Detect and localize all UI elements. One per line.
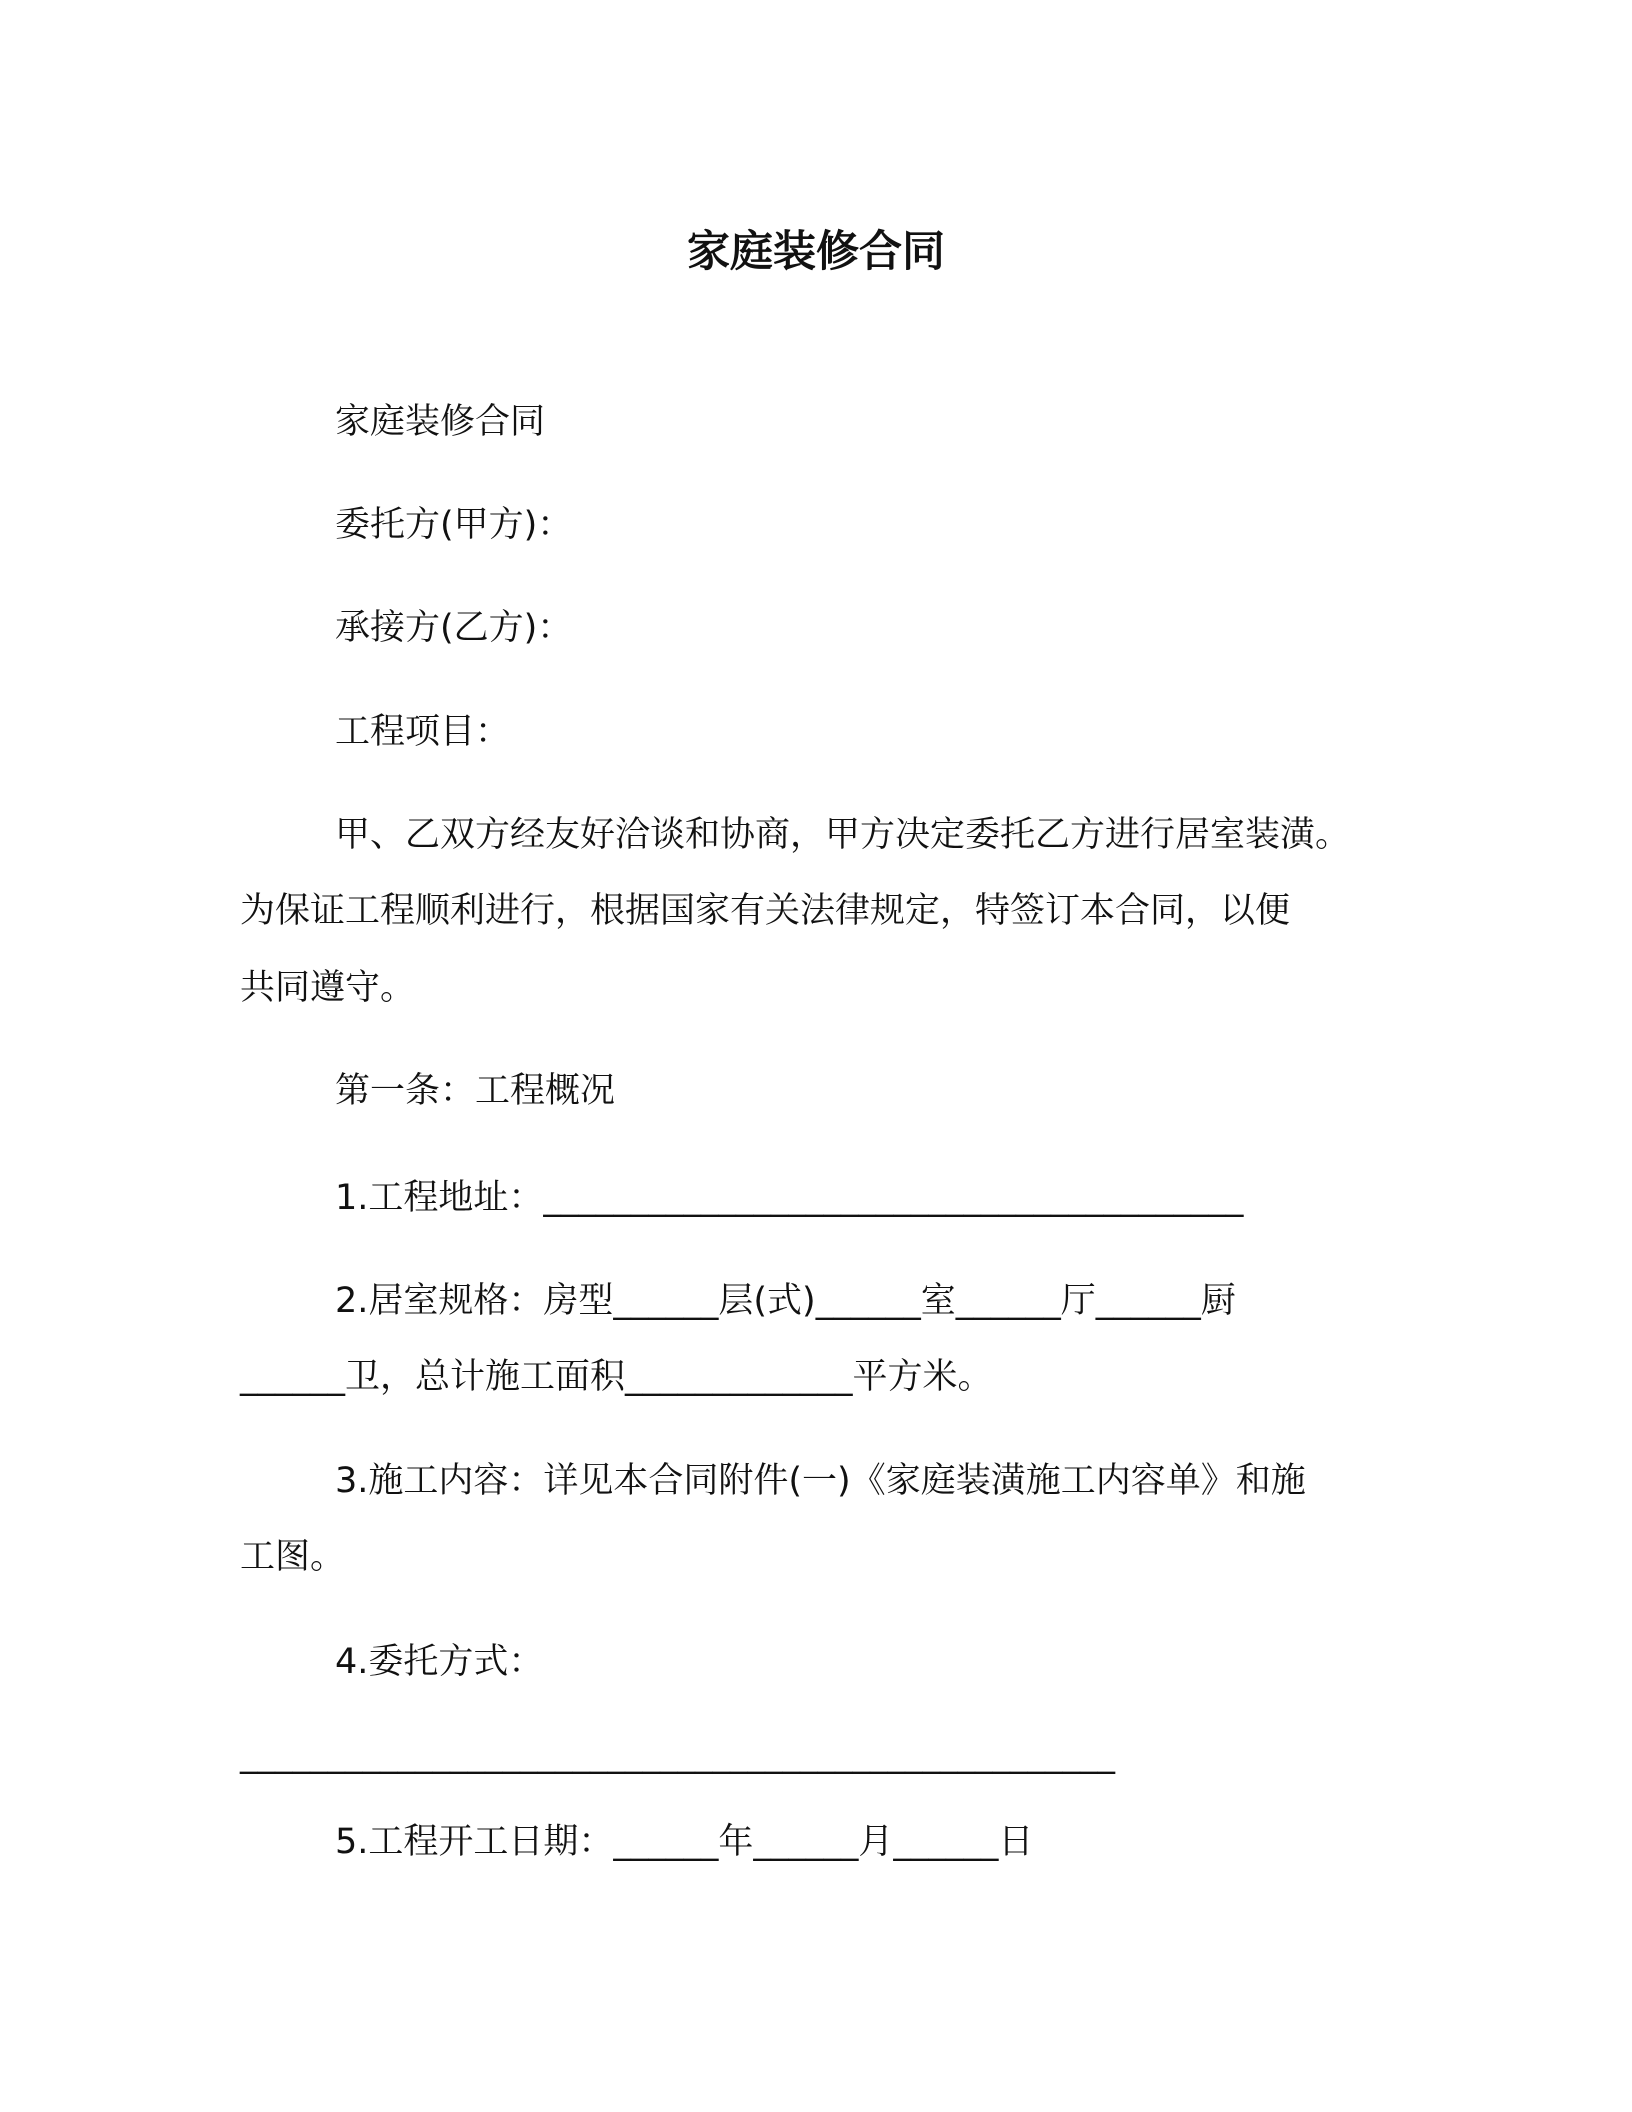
item-2-room-spec-line-2: ______卫，总计施工面积_____________平方米。 — [240, 1357, 993, 1397]
item-4-blank-line: __________________________________________________ — [240, 1735, 1115, 1775]
item-5-start-date: 5.工程开工日期：______年______月______日 — [335, 1822, 1034, 1862]
article-1-heading: 第一条：工程概况 — [335, 1071, 616, 1111]
item-4-commission-method: 4.委托方式： — [335, 1642, 544, 1682]
party-b-label: 承接方(乙方)： — [335, 608, 573, 648]
contract-subtitle: 家庭装修合同 — [335, 402, 546, 442]
item-3-construction-content-line-1: 3.施工内容：详见本合同附件(一)《家庭装潢施工内容单》和施 — [335, 1461, 1306, 1501]
project-label: 工程项目： — [335, 712, 511, 752]
item-1-project-address: 1.工程地址：________________________________________ — [335, 1178, 1244, 1218]
intro-paragraph-line-1: 甲、乙双方经友好洽谈和协商，甲方决定委托乙方进行居室装潢。 — [335, 815, 1351, 855]
intro-paragraph-line-2: 为保证工程顺利进行，根据国家有关法律规定，特签订本合同，以便 — [240, 891, 1291, 931]
document-title: 家庭装修合同 — [687, 227, 945, 277]
party-a-label: 委托方(甲方)： — [335, 505, 573, 545]
intro-paragraph-line-3: 共同遵守。 — [240, 968, 416, 1008]
item-3-construction-content-line-2: 工图。 — [240, 1537, 346, 1577]
item-2-room-spec-line-1: 2.居室规格：房型______层(式)______室______厅______厨 — [335, 1281, 1236, 1321]
